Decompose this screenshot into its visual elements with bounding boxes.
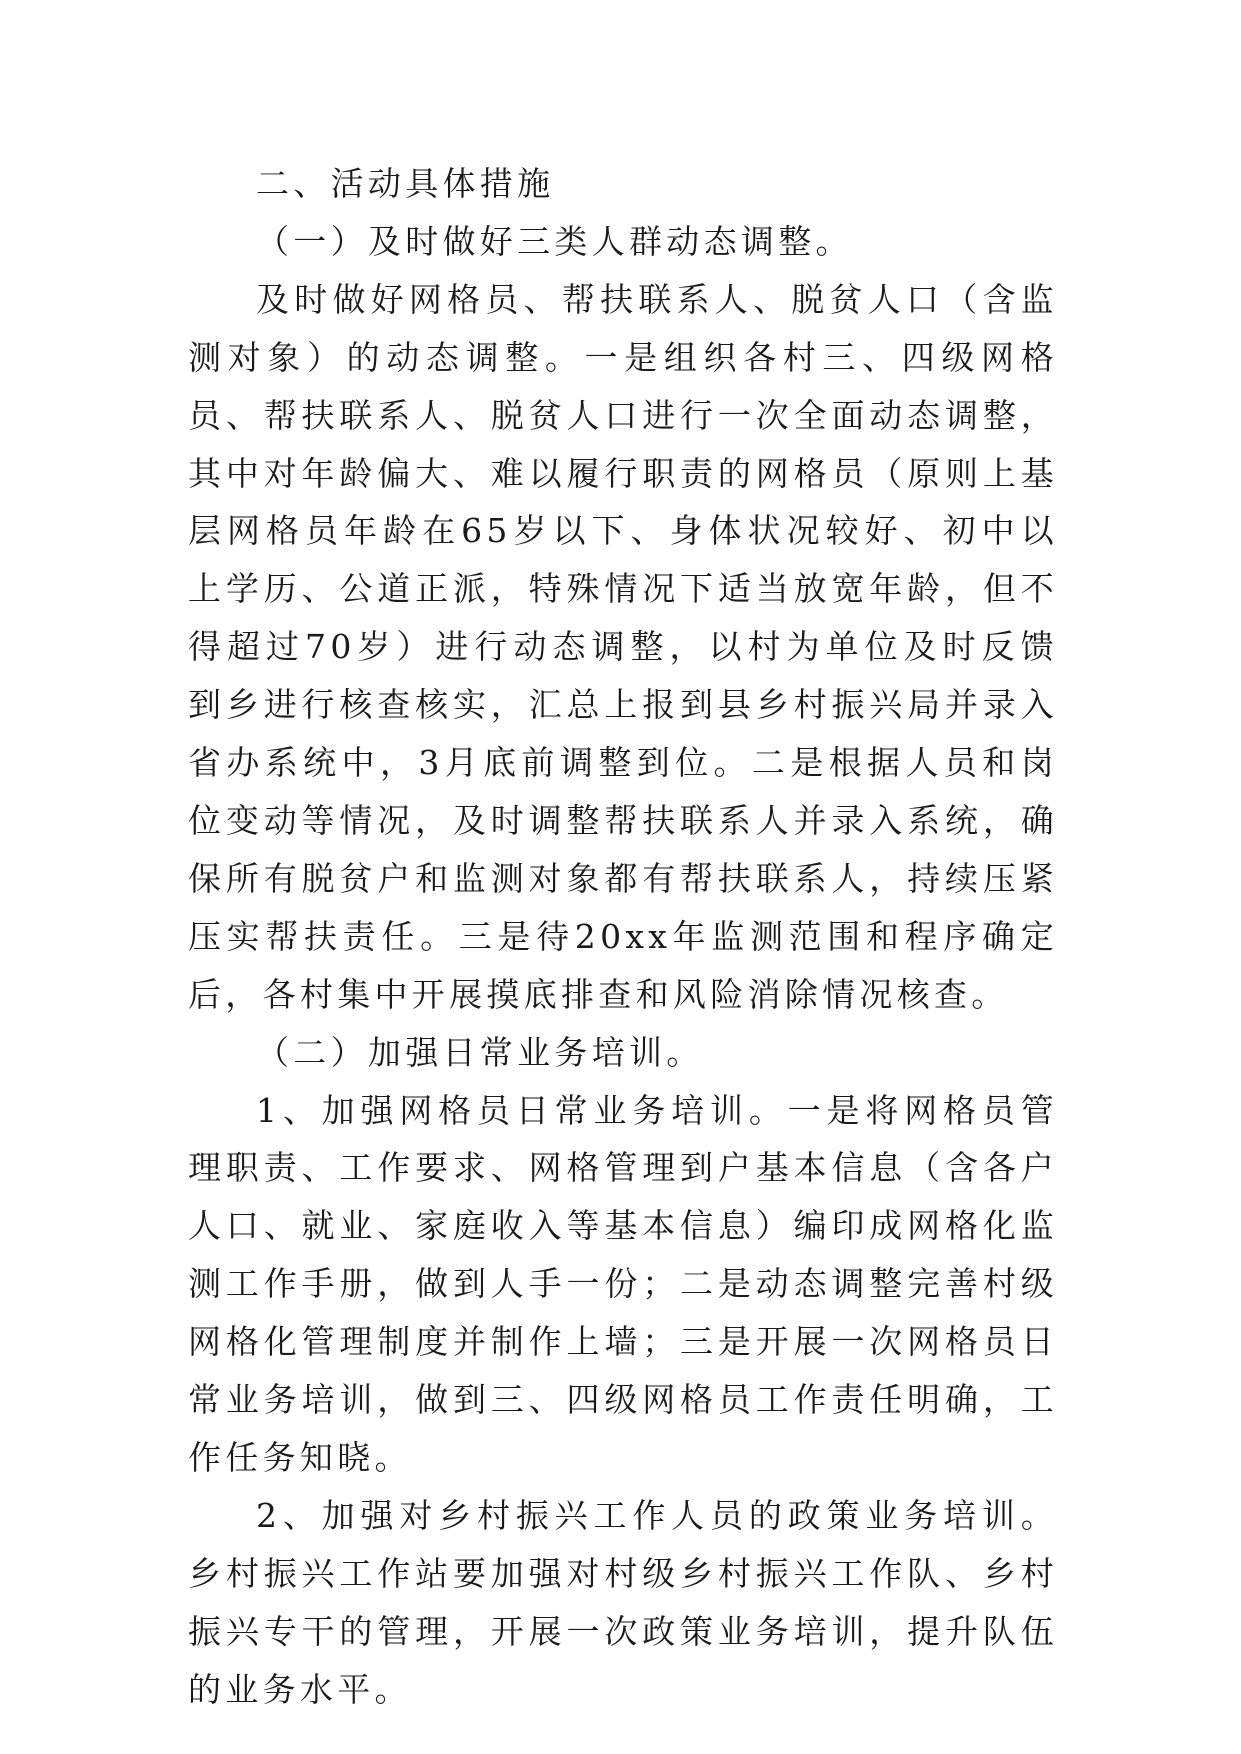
- document-body: [188, 155, 1058, 1718]
- paragraph-1: 及时做好网格员、帮扶联系人、脱贫人口（含监测对象）的动态调整。一是组织各村三、四级网格员、帮扶联系人、脱贫人口进行一次全面动态调整，其中对年龄偏大、难以履行职责的网格员（原则上基层网格员年龄在65岁以下、身体状况较好、初中以上学历、公道正派，特殊情况下适当放宽年龄，但不得超过70岁）进行动态调整，以村为单位及时反馈到乡进行核查核实，汇总上报到县乡村振兴局并录入省办系统中，3月底前调整到位。二是根据人员和岗位变动等情况，及时调整帮扶联系人并录入系统，确保所有脱贫户和监测对象都有帮扶联系人，持续压紧压实帮扶责任。三是待20xx年监测范围和程序确定后，各村集中开展摸底排查和风险消除情况核查。: [188, 279, 1058, 1014]
- subheading-1: （一）及时做好三类人群动态调整。: [256, 221, 853, 261]
- subheading-2: （二）加强日常业务培训。: [256, 1032, 704, 1072]
- section-heading: 二、活动具体措施: [256, 164, 555, 203]
- paragraph-3: 2、加强对乡村振兴工作人员的政策业务培训。乡村振兴工作站要加强对村级乡村振兴工作队、乡村振兴专干的管理，开展一次政策业务培训，提升队伍的业务水平。: [188, 1495, 1058, 1709]
- paragraph-2: 1、加强网格员日常业务培训。一是将网格员管理职责、工作要求、网格管理到户基本信息（含各户人口、就业、家庭收入等基本信息）编印成网格化监测工作手册，做到人手一份；二是动态调整完善村级网格化管理制度并制作上墙；三是开展一次网格员日常业务培训，做到三、四级网格员工作责任明确，工作任务知晓。: [188, 1090, 1058, 1477]
